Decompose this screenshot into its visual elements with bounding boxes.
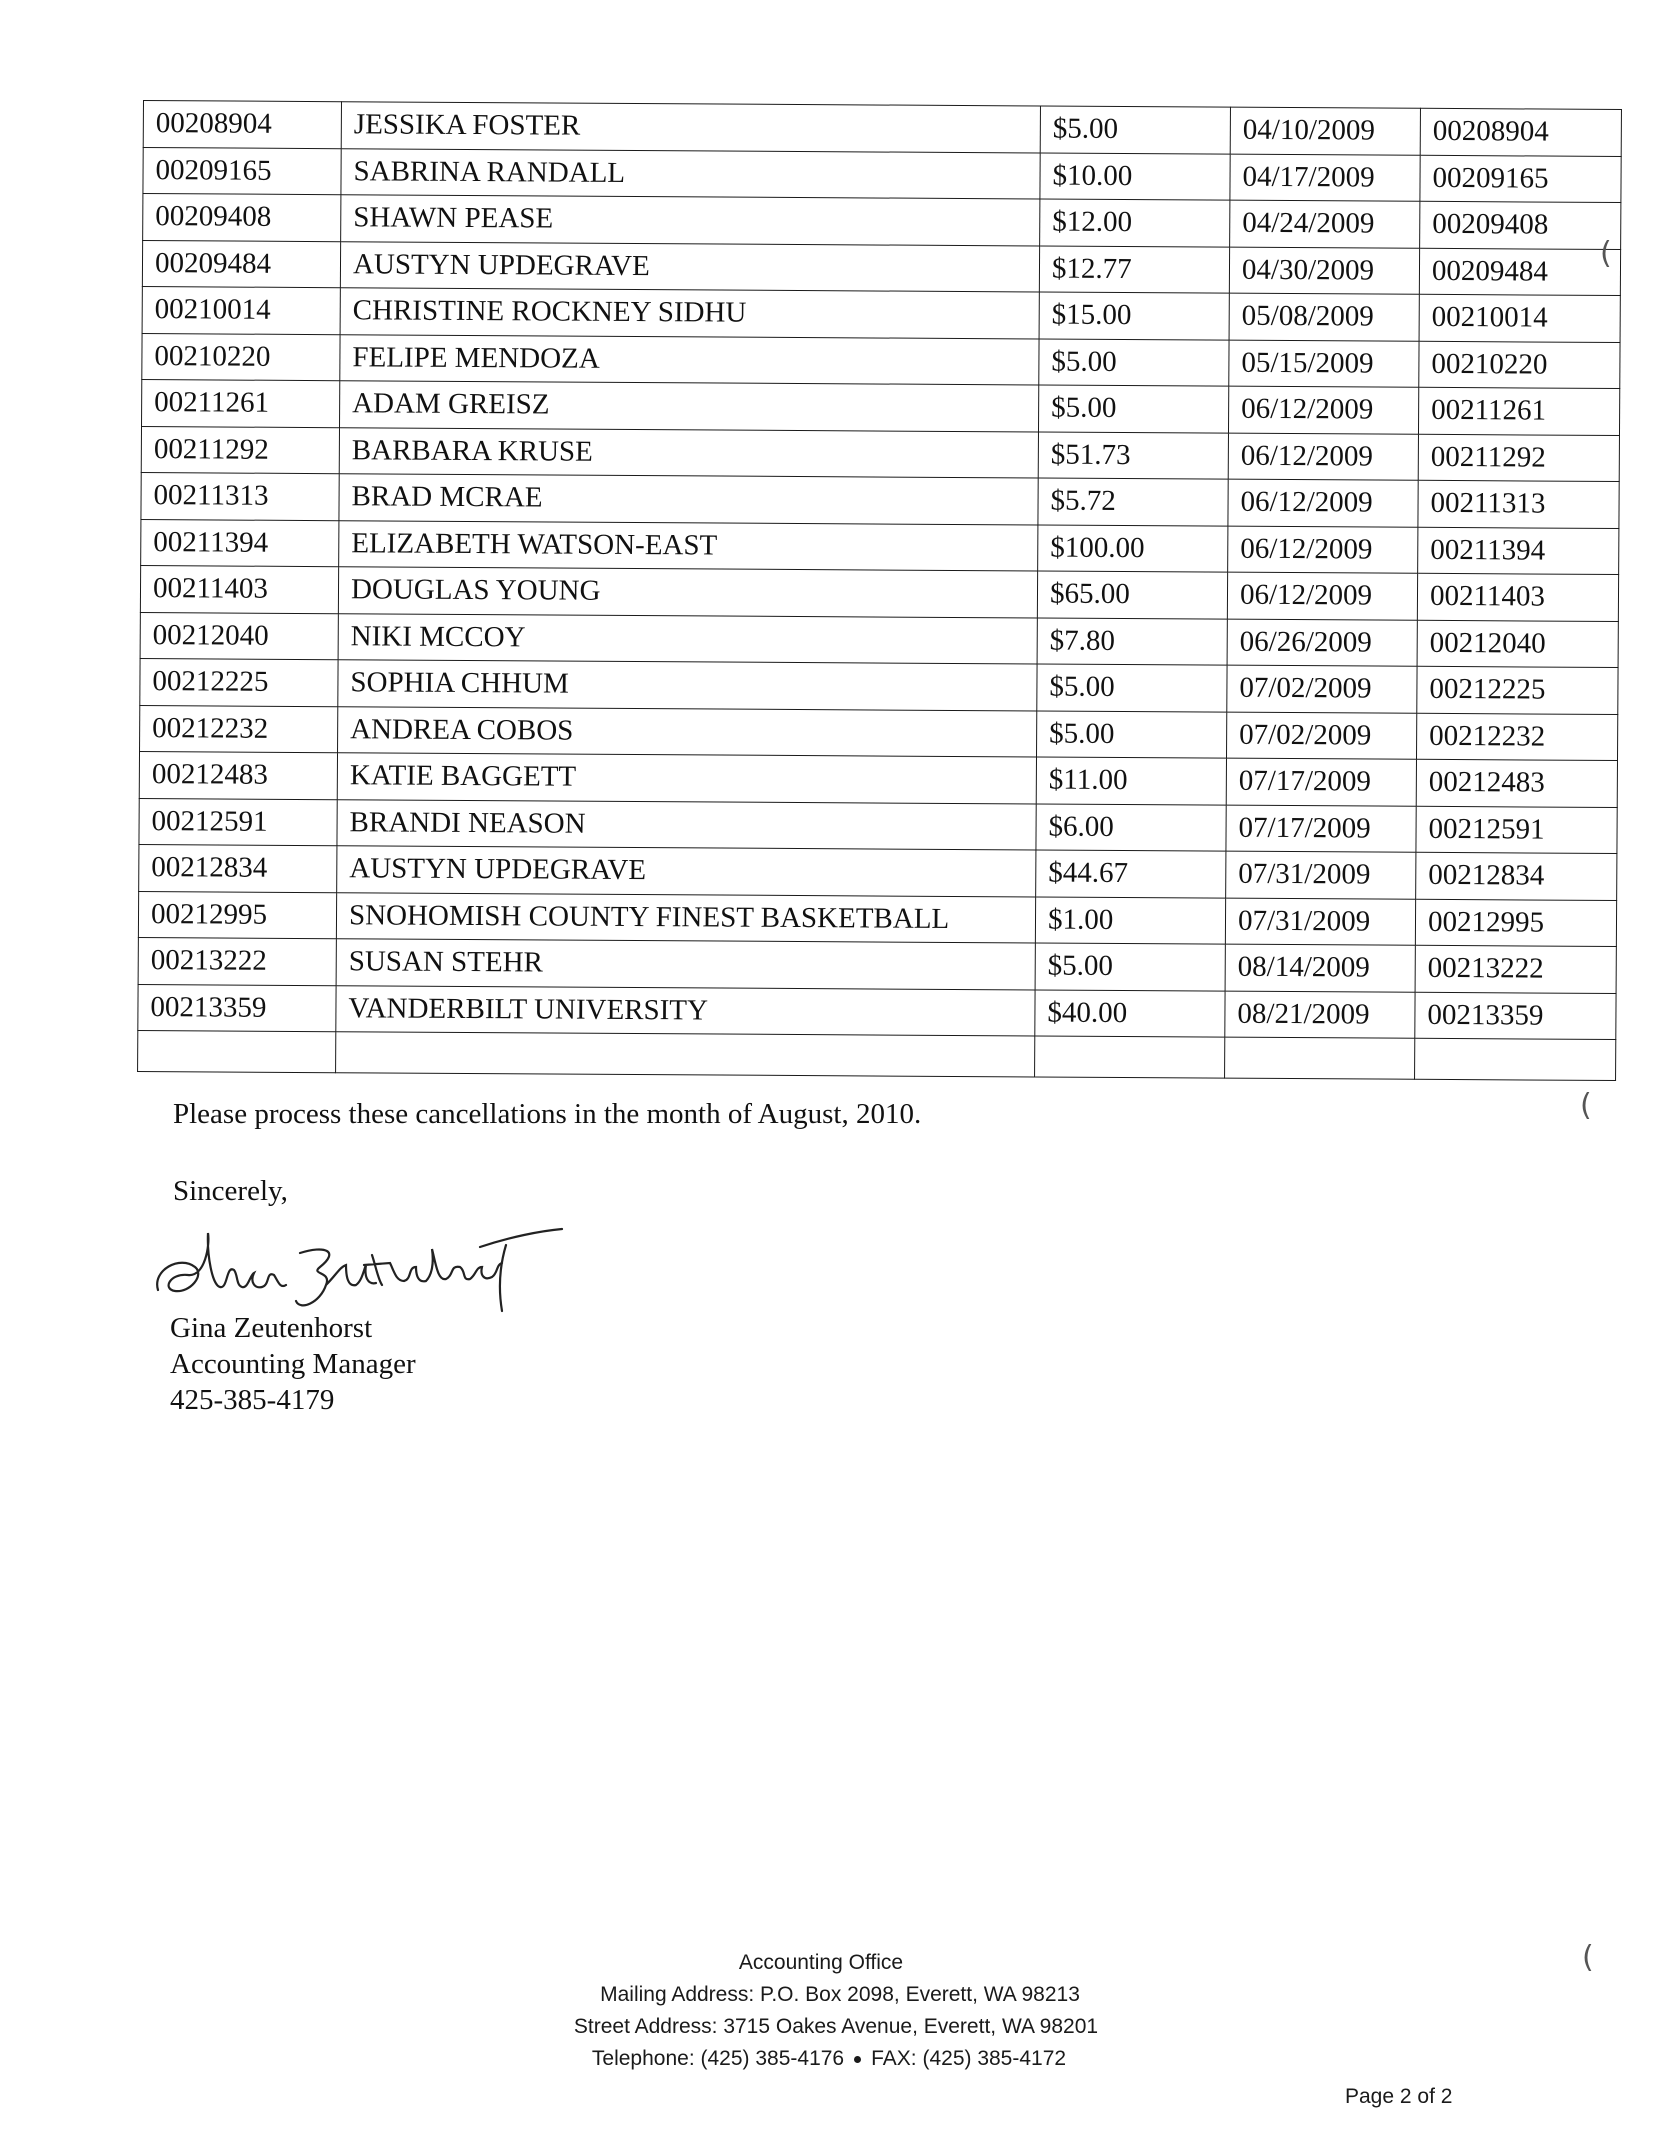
reference-number-cell: 00211394: [1418, 527, 1619, 575]
date-cell: 07/31/2009: [1226, 851, 1416, 899]
reference-number-cell: 00209408: [1420, 201, 1621, 249]
customer-name-cell: NIKI MCCOY: [338, 613, 1037, 664]
reference-number-cell: 00212483: [1416, 759, 1617, 807]
date-cell: 06/12/2009: [1228, 526, 1418, 574]
customer-name-cell: JESSIKA FOSTER: [341, 102, 1040, 153]
date-cell: 04/30/2009: [1229, 247, 1419, 295]
amount-cell: $65.00: [1037, 571, 1227, 619]
date-cell: 04/10/2009: [1230, 107, 1420, 155]
bullet-icon: [854, 2056, 861, 2063]
account-number-cell: 00211292: [141, 426, 339, 474]
account-number-cell: 00211403: [140, 565, 338, 613]
account-number-cell: 00208904: [143, 101, 341, 149]
account-number-cell: 00212225: [140, 658, 338, 706]
reference-number-cell: 00212834: [1416, 852, 1617, 900]
closing-salutation: Sincerely,: [173, 1174, 288, 1207]
customer-name-cell: AUSTYN UPDEGRAVE: [340, 241, 1039, 292]
amount-cell: $5.00: [1037, 710, 1227, 758]
customer-name-cell: CHRISTINE ROCKNEY SIDHU: [340, 288, 1039, 339]
account-number-cell: 00211313: [141, 472, 339, 520]
amount-cell: $7.80: [1037, 617, 1227, 665]
date-cell: 07/02/2009: [1227, 712, 1417, 760]
table-row-blank: [138, 1030, 1616, 1080]
amount-cell: $5.00: [1040, 106, 1230, 154]
page-number: Page 2 of 2: [1345, 2085, 1453, 2108]
reference-number-cell: 00209165: [1420, 155, 1621, 203]
date-cell: 06/12/2009: [1228, 433, 1418, 481]
account-number-cell: 00212483: [139, 751, 337, 799]
customer-name-cell: SABRINA RANDALL: [341, 148, 1040, 199]
amount-cell: $51.73: [1038, 431, 1228, 479]
reference-number-cell: 00212040: [1417, 620, 1618, 668]
reference-number-cell: 00212591: [1416, 806, 1617, 854]
reference-number-cell: 00213222: [1415, 945, 1616, 993]
date-cell: 05/15/2009: [1229, 340, 1419, 388]
reference-number-cell: 00208904: [1420, 108, 1621, 156]
customer-name-cell: KATIE BAGGETT: [337, 753, 1036, 804]
processing-note: Please process these cancellations in the month of August, 2010.: [173, 1098, 922, 1130]
customer-name-cell: SNOHOMISH COUNTY FINEST BASKETBALL: [336, 892, 1035, 943]
amount-cell: $12.77: [1039, 245, 1229, 293]
date-cell: 06/12/2009: [1228, 386, 1418, 434]
account-number-cell: 00209408: [143, 194, 341, 242]
date-cell: 07/17/2009: [1226, 805, 1416, 853]
handwritten-signature: [150, 1215, 570, 1325]
letterhead-footer: [0, 1947, 1664, 2075]
reference-number-cell: 00211261: [1418, 387, 1619, 435]
customer-name-cell: BARBARA KRUSE: [339, 427, 1038, 478]
customer-name-cell: BRANDI NEASON: [337, 799, 1036, 850]
amount-cell: $15.00: [1039, 292, 1229, 340]
reference-number-cell: 00212225: [1417, 666, 1618, 714]
date-cell: 07/31/2009: [1225, 898, 1415, 946]
reference-number-cell: 00211313: [1418, 480, 1619, 528]
reference-number-cell: 00212995: [1415, 899, 1616, 947]
reference-number-cell: 00209484: [1419, 248, 1620, 296]
amount-cell: $5.00: [1038, 385, 1228, 433]
scan-mark: (: [1580, 1088, 1592, 1123]
account-number-cell: 00212834: [139, 844, 337, 892]
footer-contact: [0, 2043, 1661, 2075]
signature-block: [170, 1310, 416, 1418]
amount-cell: $5.00: [1037, 664, 1227, 712]
blank-cell: [1225, 1037, 1415, 1079]
account-number-cell: 00212995: [138, 891, 336, 939]
customer-name-cell: ADAM GREISZ: [340, 381, 1039, 432]
scan-mark: (: [1582, 1940, 1594, 1975]
footer-office: Accounting Office: [738, 1951, 904, 1974]
date-cell: 04/24/2009: [1230, 200, 1420, 248]
customer-name-cell: AUSTYN UPDEGRAVE: [337, 846, 1036, 897]
customer-name-cell: SUSAN STEHR: [336, 939, 1035, 990]
reference-number-cell: 00210220: [1419, 341, 1620, 389]
amount-cell: $11.00: [1036, 757, 1226, 805]
blank-cell: [1035, 1036, 1225, 1078]
blank-cell: [138, 1030, 336, 1072]
blank-cell: [336, 1032, 1035, 1077]
account-number-cell: 00211394: [141, 519, 339, 567]
date-cell: 06/12/2009: [1228, 479, 1418, 527]
letter-closing: [173, 1097, 921, 1209]
reference-number-cell: 00211292: [1418, 434, 1619, 482]
signer-title: Accounting Manager: [170, 1348, 416, 1380]
customer-name-cell: VANDERBILT UNIVERSITY: [336, 985, 1035, 1036]
date-cell: 05/08/2009: [1229, 293, 1419, 341]
reference-number-cell: 00213359: [1415, 992, 1616, 1040]
customer-name-cell: ANDREA COBOS: [338, 706, 1037, 757]
account-number-cell: 00211261: [142, 379, 340, 427]
amount-cell: $6.00: [1036, 803, 1226, 851]
amount-cell: $5.72: [1038, 478, 1228, 526]
account-number-cell: 00209165: [143, 147, 341, 195]
footer-mailing-address: Mailing Address: P.O. Box 2098, Everett, WA 98213: [600, 1983, 1080, 2006]
footer-street-address: Street Address: 3715 Oakes Avenue, Everett, WA 98201: [573, 2015, 1099, 2038]
signer-name: Gina Zeutenhorst: [170, 1312, 373, 1344]
customer-name-cell: SOPHIA CHHUM: [338, 660, 1037, 711]
amount-cell: $10.00: [1040, 152, 1230, 200]
date-cell: 04/17/2009: [1230, 154, 1420, 202]
customer-name-cell: BRAD MCRAE: [339, 474, 1038, 525]
amount-cell: $40.00: [1035, 989, 1225, 1037]
account-number-cell: 00212232: [140, 705, 338, 753]
amount-cell: $5.00: [1035, 943, 1225, 991]
date-cell: 08/14/2009: [1225, 944, 1415, 992]
account-number-cell: 00209484: [142, 240, 340, 288]
amount-cell: $1.00: [1035, 896, 1225, 944]
account-number-cell: 00210220: [142, 333, 340, 381]
footer-fax: FAX: (425) 385-4172: [871, 2047, 1067, 2070]
customer-name-cell: ELIZABETH WATSON-EAST: [339, 520, 1038, 571]
customer-name-cell: DOUGLAS YOUNG: [338, 567, 1037, 618]
account-number-cell: 00212040: [140, 612, 338, 660]
amount-cell: $12.00: [1040, 199, 1230, 247]
account-number-cell: 00213222: [138, 937, 336, 985]
amount-cell: $100.00: [1038, 524, 1228, 572]
customer-name-cell: FELIPE MENDOZA: [340, 334, 1039, 385]
signer-phone: 425-385-4179: [170, 1384, 335, 1416]
account-number-cell: 00210014: [142, 286, 340, 334]
scan-mark: (: [1600, 236, 1612, 271]
blank-cell: [1415, 1038, 1616, 1080]
date-cell: 06/26/2009: [1227, 619, 1417, 667]
reference-number-cell: 00212232: [1416, 713, 1617, 761]
cancellations-table-body: [138, 101, 1622, 1081]
date-cell: 07/02/2009: [1227, 665, 1417, 713]
customer-name-cell: SHAWN PEASE: [341, 195, 1040, 246]
date-cell: 07/17/2009: [1226, 758, 1416, 806]
date-cell: 06/12/2009: [1227, 572, 1417, 620]
reference-number-cell: 00211403: [1417, 573, 1618, 621]
cancellations-table: [137, 100, 1622, 1081]
date-cell: 08/21/2009: [1225, 991, 1415, 1039]
reference-number-cell: 00210014: [1419, 294, 1620, 342]
amount-cell: $44.67: [1036, 850, 1226, 898]
footer-telephone: Telephone: (425) 385-4176: [591, 2047, 845, 2070]
account-number-cell: 00213359: [138, 984, 336, 1032]
amount-cell: $5.00: [1039, 338, 1229, 386]
account-number-cell: 00212591: [139, 798, 337, 846]
